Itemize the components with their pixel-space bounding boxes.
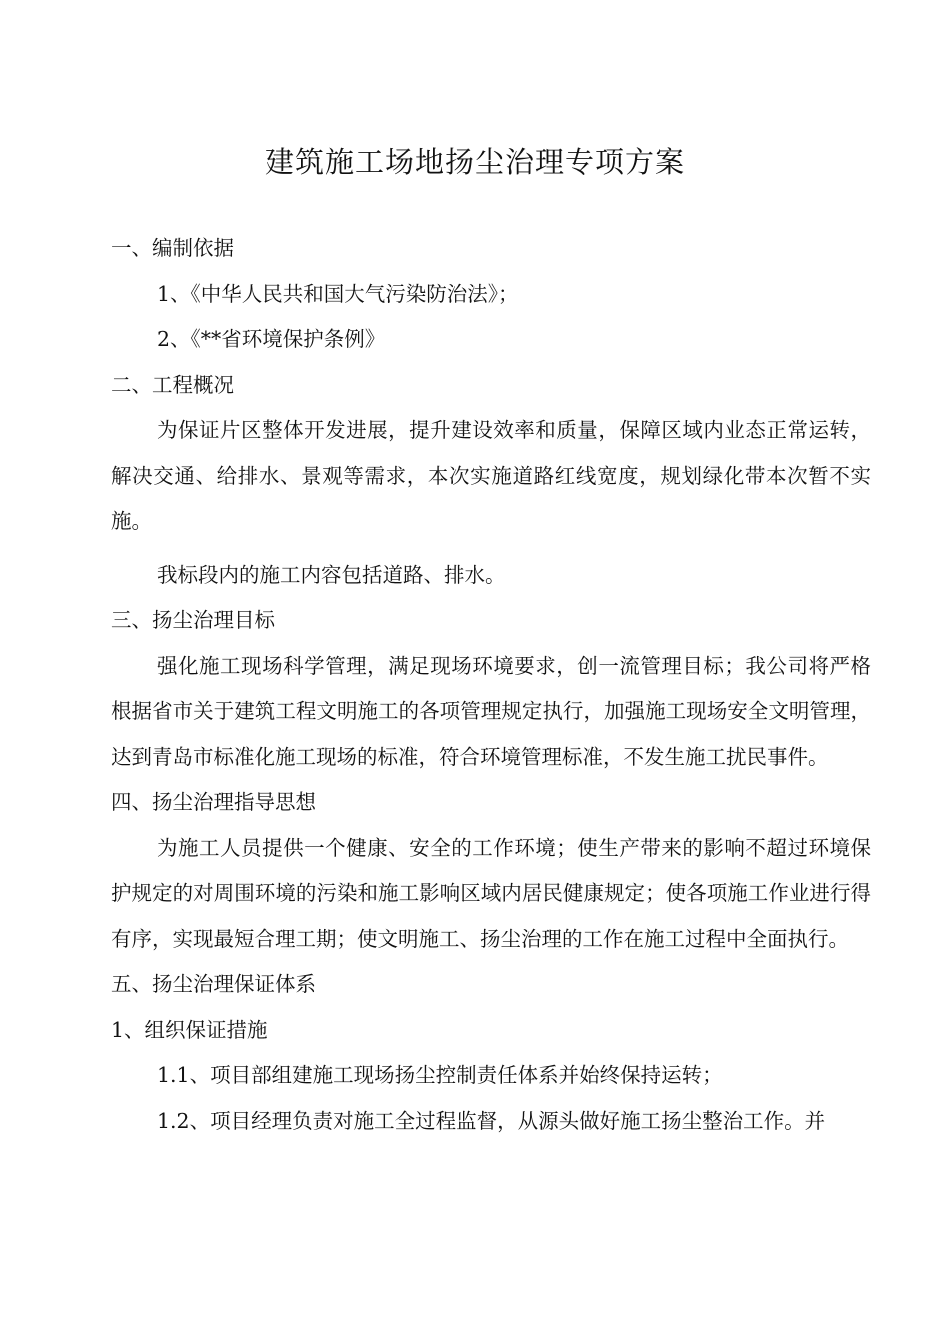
basis-item-1: 1、《中华人民共和国大气污染防治法》；	[157, 281, 519, 306]
organization-item-1-2: 1.2、项目经理负责对施工全过程监督，从源头做好施工扬尘整治工作。并	[157, 1108, 826, 1133]
guiding-ideas-paragraph: 为施工人员提供一个健康、安全的工作环境；使生产带来的影响不超过环境保护规定的对周围环境的污染和施工影响区域内居民健康规定；使各项施工作业进行得有序，实现最短合理工期；使文明施工、扬尘治理的工作在施工过程中全面执行。	[111, 835, 871, 951]
basis-item-2: 2、《**省环境保护条例》	[157, 327, 386, 351]
section-heading-overview: 二、工程概况	[111, 372, 234, 397]
subsection-heading-organization: 1、组织保证措施	[111, 1017, 268, 1042]
section-heading-assurance-system: 五、扬尘治理保证体系	[111, 972, 316, 996]
overview-paragraph-1: 为保证片区整体开发进展，提升建设效率和质量，保障区域内业态正常运转，解决交通、给排水、景观等需求，本次实施道路红线宽度，规划绿化带本次暂不实施。	[111, 418, 871, 533]
section-heading-basis: 一、编制依据	[111, 236, 234, 260]
goals-paragraph: 强化施工现场科学管理，满足现场环境要求，创一流管理目标；我公司将严格根据省市关于建筑工程文明施工的各项管理规定执行，加强施工现场安全文明管理，达到青岛市标准化施工现场的标准，符合环境管理标准，不发生施工扰民事件。	[111, 653, 871, 769]
section-heading-guiding-ideas: 四、扬尘治理指导思想	[111, 790, 316, 814]
section-heading-goals: 三、扬尘治理目标	[111, 608, 275, 632]
document-body	[111, 226, 871, 1144]
document-title: 建筑施工场地扬尘治理专项方案	[264, 145, 685, 179]
overview-paragraph-2: 我标段内的施工内容包括道路、排水。	[157, 562, 506, 587]
organization-item-1-1: 1.1、项目部组建施工现场扬尘控制责任体系并始终保持运转；	[157, 1063, 723, 1087]
